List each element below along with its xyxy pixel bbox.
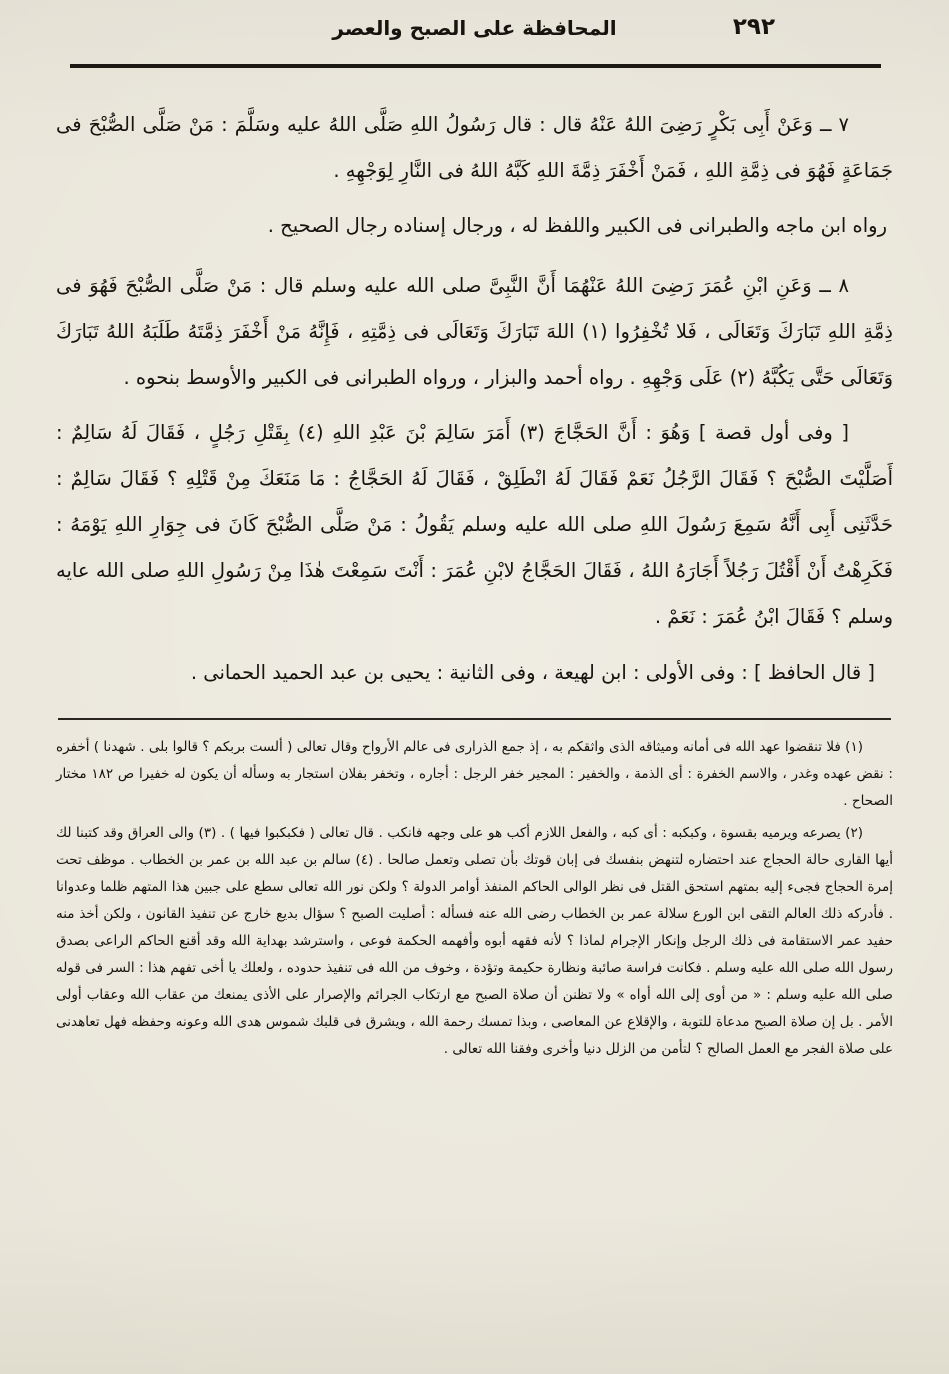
footnotes-section [56,734,893,1063]
story-paragraph: [ وفى أول قصة ] وَهُوَ : أَنَّ الحَجَّاجَ (٣) أَمَرَ سَالِمَ بْنَ عَبْدِ اللهِ (٤) بِقَتْلِ رَجُلٍ ، فَقَالَ لَهُ سَالِمٌ : أَصَلَّيْتَ الصُّبْحَ ؟ فَقَالَ الرَّجُلُ نَعَمْ فَقَالَ لَهُ انْطَلِقْ ، فَقَالَ لَهُ الحَجَّاجُ : مَا مَنَعَكَ مِنْ قَتْلِهِ ؟ فَقَالَ سَالِمٌ : حَدَّثَنِى أَبِى أَنَّهُ سَمِعَ رَسُولَ اللهِ صلى الله عليه وسلم يَقُولُ : مَنْ صَلَّى الصُّبْحَ كَانَ فى جِوَارِ اللهِ يَوْمَهُ : فَكَرِهْتُ أَنْ أَقْتُلَ رَجُلاً أَجَارَهُ اللهُ ، فَقَالَ الحَجَّاجُ لابْنِ عُمَرَ : أَنْتَ سَمِعْتَ هٰذَا مِنْ رَسُولِ اللهِ صلى الله عايه وسلم ؟ فَقَالَ ابْنُ عُمَرَ : نَعَمْ . [56,421,893,628]
footnote-separator [58,718,891,720]
footnotes-2-3-4: (٢) يصرعه ويرميه بقسوة ، وكبكبه : أى كبه ، والفعل اللازم أكب هو على وجهه فانكب . قال تعالى ( فكبكبوا فيها ) . (٣) والى العراق وقد كتبنا لك أيها القارى حالة الحجاج عند احتضاره لتنهض بنفسك فى إبان قوتك بأن تصلى وتعمل صالحا . (٤) سالم بن عبد الله بن عمر بن الخطاب . موظف تحت إمرة الحجاج فجىء إليه بمتهم استحق القتل فى نظر الوالى الحاكم المنفذ أوامر الدولة ؟ ولكن نور الله تعالى سطع على جبين هذا المتهم ظلما وعدوانا . فأدركه ذلك العالم التقى ابن الورع سلالة عمر بن الخطاب رضى الله عنه فسأله : أصليت الصبح ؟ سؤال بديع خارج عن تنفيذ القانون ، ولكن أخذ منه حفيد عمر الاستقامة فى ذلك الرجل وإنكار الإجرام لماذا ؟ لأنه فقهه أبوه وأفهمه الحكمة فوعى ، واسترشد بهداية الله وقد أقنع الحاكم الراعى بصدق رسول الله صلى الله عليه وسلم . فكانت فراسة صائبة ونظارة حكيمة وتؤدة ، وخوف من الله فى تنفيذ حدوده ، ولعلك يا أخى تفهم هذا : السر فى قوله صلى الله عليه وسلم : « من أوى إلى الله أواه » ولا تظنن أن صلاة الصبح مع ارتكاب الجرائم والإصرار على الأذى يمنعك من عقاب الله وعقاب أولى الأمر . بل إن صلاة الصبح مدعاة للتوبة ، والإقلاع عن المعاصى ، وبذا تمسك رحمة الله ، ويشرق فى قلبك شموس هدى الله وعونه وحفظه فهل تعاهدنى على صلاة الفجر مع العمل الصالح ؟ لتأمن من الزلل دنيا وأخرى وفقنا الله تعالى . [56,825,893,1057]
hadith-7-text: ٧ ــ وَعَنْ أَبِى بَكْرٍ رَضِىَ اللهُ عَنْهُ قال : قال رَسُولُ اللهِ صَلَّى اللهُ عليه وسَلَّمَ : مَنْ صَلَّى الصُّبْحَ فى جَمَاعَةٍ فَهُوَ فى ذِمَّةِ اللهِ ، فَمَنْ أَخْفَرَ ذِمَّةَ اللهِ كَبَّهُ اللهُ فى النَّارِ لِوَجْهِهِ . [56,113,893,182]
hadith-8-text: ٨ ــ وَعَنِ ابْنِ عُمَرَ رَضِىَ اللهُ عَنْهُمَا أَنَّ النَّبِىَّ صلى الله عليه وسلم قال : مَنْ صَلَّى الصُّبْحَ فَهُوَ فى ذِمَّةِ اللهِ تَبَارَكَ وَتَعَالَى ، فَلا تُخْفِرُوا (١) اللهَ تَبَارَكَ وَتَعَالَى فى ذِمَّتِهِ ، فَإِنَّهُ مَنْ أَخْفَرَ ذِمَّتَهُ طَلَبَهُ اللهُ تَبَارَكَ وَتَعَالَى حَتَّى يَكُبَّهُ (٢) عَلَى وَجْهِهِ . رواه أحمد والبزار ، ورواه الطبرانى فى الكبير والأوسط بنحوه . [56,274,893,389]
page-header [56,0,893,60]
main-text [56,68,893,696]
footnote-1: (١) فلا تنقضوا عهد الله فى أمانه وميثاقه الذى واثقكم به ، إذ جمع الذرارى فى عالم الأرواح وقال تعالى ( ألست بربكم ؟ قالوا بلى . شهدنا ) أخفره : نقض عهده وغدر ، والاسم الخفرة : أى الذمة ، والخفير : المجير خفر الرجل : أجاره ، وتخفر بفلان استجار به وسأله أن يكون له خفيرا ص ١٨٢ مختار الصحاح . [56,739,893,809]
hafiz-note: [ قال الحافظ ] : وفى الأولى : ابن لهيعة ، وفى الثانية : يحيى بن عبد الحميد الحمانى . [190,661,875,684]
page-title: المحافظة على الصبح والعصر [332,16,617,40]
page-number: ٢٩٢ [732,14,775,40]
hadith-7-source: رواه ابن ماجه والطبرانى فى الكبير واللفظ له ، ورجال إسناده رجال الصحيح . [267,214,887,237]
